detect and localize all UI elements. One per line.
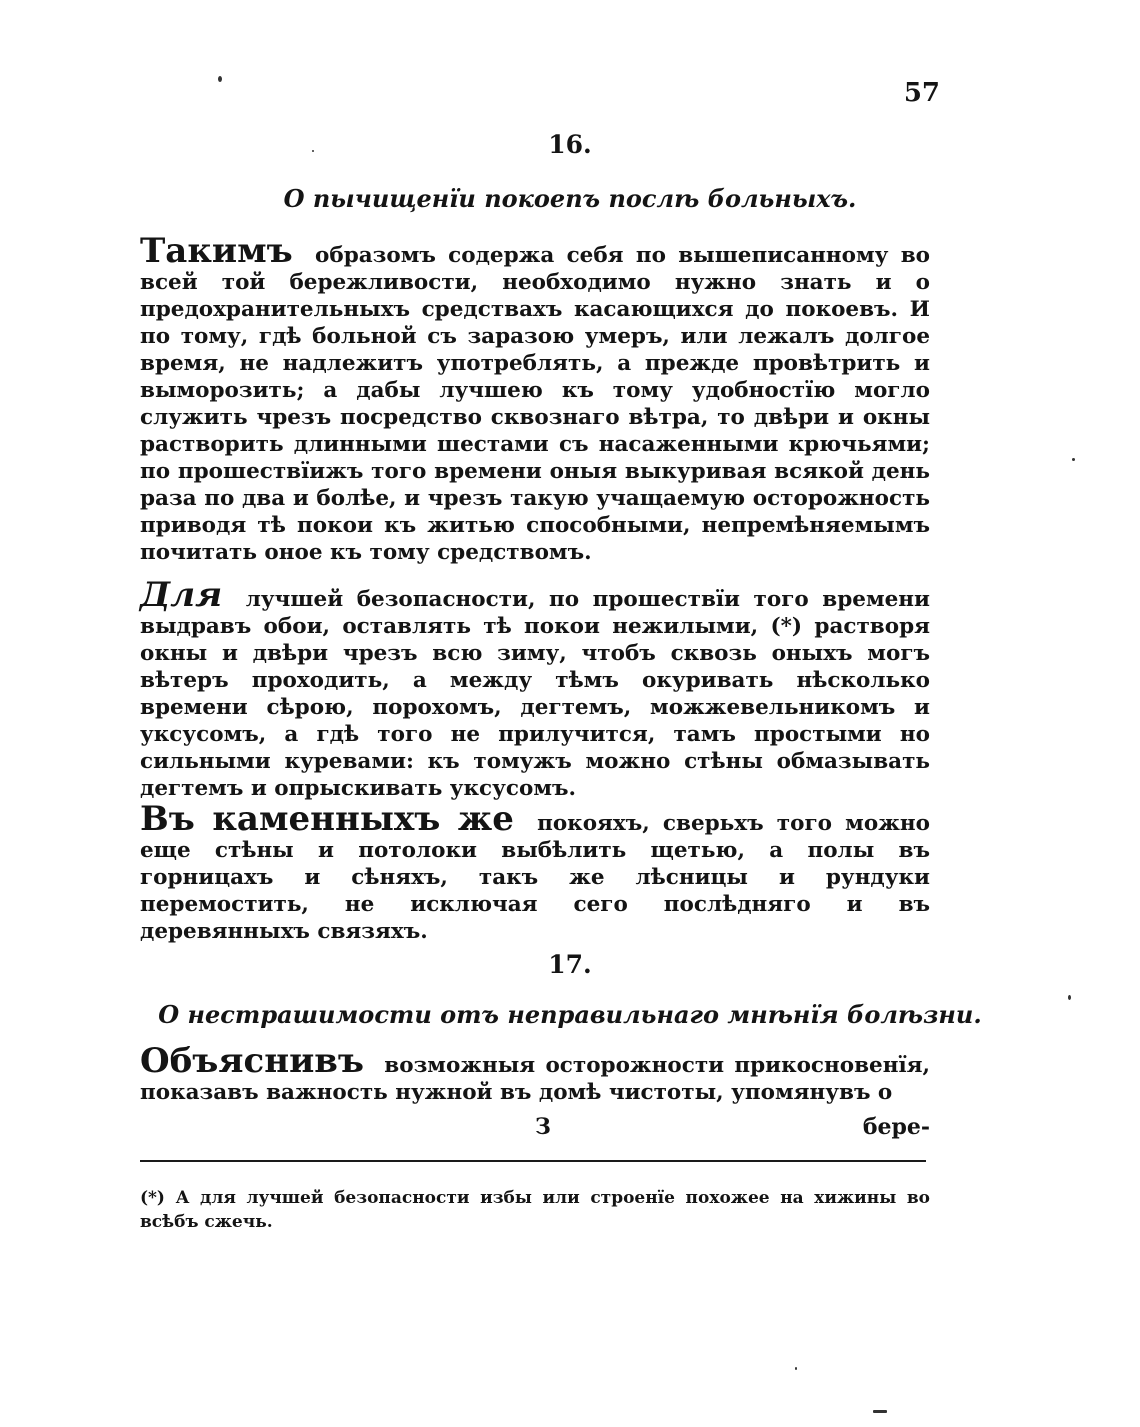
paragraph-lead-word: Въ каменныхъ же bbox=[140, 799, 514, 839]
paragraph-text: лучшей безопасности, по прошествїи того времени выдравъ обои, оставлять тѣ покои нежилыми, (*) растворя окны и двѣри чрезъ всю зиму, чтобъ сквозь оныхъ могъ вѣтеръ проходить, а между тѣмъ окуривать нѣсколько времени сѣрою, порохомъ, дегтемъ, можжевельникомъ и уксусомъ, а гдѣ того не прилучится, тамъ простыми но сильными куревами: къ томужъ можно стѣны обмазывать дегтемъ и опрыскивать уксусомъ. bbox=[140, 587, 930, 801]
scan-speck bbox=[218, 76, 222, 82]
signature-mark: З bbox=[535, 1114, 551, 1140]
catchword: бере- bbox=[862, 1114, 930, 1140]
paragraph-lead-word: Для bbox=[140, 575, 223, 615]
scan-speck bbox=[795, 1367, 797, 1370]
section-number-16: 16. bbox=[548, 130, 592, 159]
paragraph-17-1 bbox=[140, 1041, 930, 1106]
paragraph-16-2 bbox=[140, 575, 930, 802]
footnote-rule bbox=[140, 1160, 926, 1162]
section-title-17: О нестрашимости отъ неправильнаго мнѣнїя болѣзни. bbox=[158, 1000, 982, 1029]
scan-speck bbox=[873, 1410, 887, 1413]
footnote: (*) А для лучшей безопасности избы или строенїе похожее на хижины во всѣбъ сжечь. bbox=[140, 1188, 930, 1232]
paragraph-16-1 bbox=[140, 231, 930, 566]
scan-speck bbox=[312, 150, 314, 152]
paragraph-lead-word: Такимъ bbox=[140, 231, 293, 271]
paragraph-text: образомъ содержа себя по вышеписанному во всей той бережливости, необходимо нужно знать и о предохранительныхъ средствахъ касающихся до покоевъ. И по тому, гдѣ больной съ заразою умеръ, или лежалъ долгое время, не надлежитъ употреблять, а прежде провѣтрить и выморозить; а дабы лучшею къ тому удобностїю могло служить чрезъ посредство сквознаго вѣтра, то двѣри и окны растворить длинными шестами съ насаженными крючьями; по прошествїижъ того времени оныя выкуривая всякой день раза по два и болѣе, и чрезъ такую учащаемую осторожность приводя тѣ покои къ житью способными, непремѣняемымъ почитать оное къ тому средствомъ. bbox=[140, 243, 930, 565]
paragraph-text: возможныя осторожности прикосновенїя, показавъ важность нужной въ домѣ чистоты, упомянувъ о bbox=[140, 1053, 930, 1105]
section-number-17: 17. bbox=[548, 950, 592, 979]
signature-line bbox=[140, 1114, 930, 1144]
paragraph-16-3 bbox=[140, 799, 930, 945]
page-number: 57 bbox=[903, 78, 940, 108]
paragraph-text: покояхъ, сверьхъ того можно еще стѣны и потолоки выбѣлить щетью, а полы въ горницахъ и сѣняхъ, такъ же лѣсницы и рундуки перемостить, не исключая сего послѣдняго и въ деревянныхъ связяхъ. bbox=[140, 811, 930, 944]
scan-speck bbox=[1072, 458, 1075, 461]
section-title-16: О пычищенїи покоепъ послѣ больныхъ. bbox=[283, 184, 857, 213]
paragraph-lead-word: Объяснивъ bbox=[140, 1041, 365, 1081]
scan-speck bbox=[1068, 995, 1071, 1000]
